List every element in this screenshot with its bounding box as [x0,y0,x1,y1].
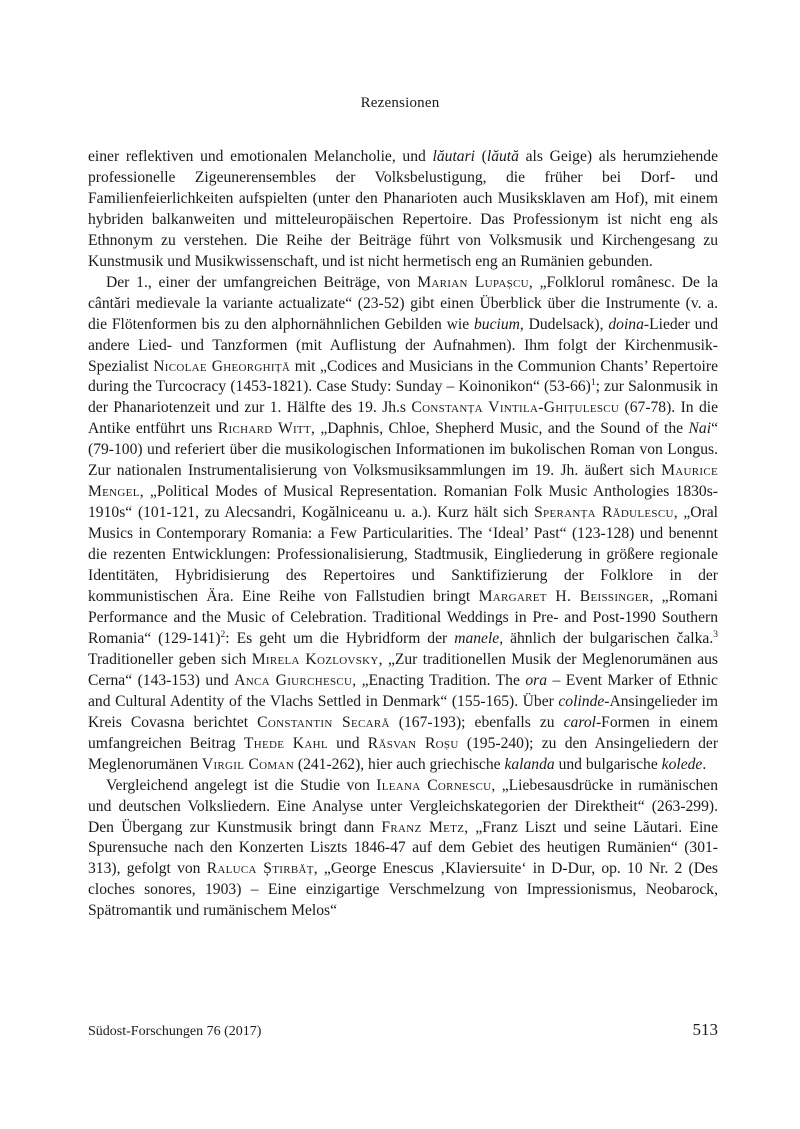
author-name: Maurice Mengel [88,462,718,501]
italic-term: Nai [688,420,712,438]
author-name: Constanța Vintila-Ghițulescu [411,399,620,417]
text-run: Der 1., einer der umfangreichen Beiträge, von [106,273,418,291]
author-name: Virgil Coman [201,755,294,773]
text-run: und bulgarische [554,755,662,773]
italic-term: doina [608,315,644,333]
text-run: , „Franz Liszt und seine Lăutari. Eine Spurensuche nach den Konzerten Liszts 1846-47 auf dem Gebiet des heutigen Rumänien“ (301-313), gefolgt von [88,818,718,878]
italic-term: manele [454,629,500,647]
text-run: Vergleichend angelegt ist die Studie von [106,776,377,794]
text-run: , „Romani Performance and the Music of Celebration. Traditional Weddings in Pre- and Post-1990 Southern Romania“ (129-141) [88,588,718,647]
text-run: ( [474,148,487,165]
text-run: . [702,755,707,773]
footnote-ref: 1 [590,378,596,389]
italic-term: kalanda [504,755,555,773]
text-run: (67-78). In die Antike entführt uns [88,399,718,438]
text-run: (195-240); zu den Ansingeliedern der Meglenorumänen [88,734,719,773]
author-name: Răsvan Roșu [367,734,459,752]
page-number: 513 [692,1020,718,1039]
text-run: ; zur Salonmusik in der Phanariotenzeit und zur 1. Hälfte des 19. Jh.s [88,378,718,417]
text-run: “ (79-100) und referiert über die musikologischen Informationen im bukolischen Roman von Longus. Zur nationalen Instrumentalisierung von Volksmusiksammlungen im 19. Jh. äußert sich [88,420,718,480]
paragraph-2 [88,273,718,776]
text-run: und [327,734,368,752]
text-run: -Formen in einem umfangreichen Beitrag [88,713,718,752]
body-text [88,147,718,922]
footnote-ref: 3 [713,629,718,640]
author-name: Raluca Știrbăț [206,860,314,878]
italic-term: carol [563,713,596,731]
paragraph-3 [88,776,718,923]
footer-journal: Südost-Forschungen 76 (2017) [88,1024,262,1039]
text-run: , „Daphnis, Chloe, Shepherd Music, and the Sound of the [310,420,689,438]
text-run: , Dudelsack), [519,315,609,333]
text-run: – Event Marker of Ethnic and Cultural Adentity of the Vlachs Settled in Denmark“ (155-165). Über [88,671,718,710]
italic-term: ora [525,671,548,689]
text-run: , „Liebesausdrücke in rumänischen und deutschen Volksliedern. Eine Analyse unter Vergleichskategorien der Direktheit“ (263-299). Den Übergang zur Kunstmusik bringt dann [88,776,719,836]
author-name: Thede Kahl [243,734,328,752]
author-name: Speranța Rădulescu [534,504,674,522]
author-name: Franz Metz [381,818,465,836]
text-run: einer reflektiven und emotionalen Melancholie, und [88,148,433,165]
text-run: Traditioneller geben sich [88,650,252,668]
text-run: : Es geht um die Hybridform der [225,629,455,647]
author-name: Margaret H. Beissinger [478,588,650,606]
text-run: , „George Enescus ‚Klaviersuite‘ in D-Dur, op. 10 Nr. 2 (Des cloches sonores, 1903) – Eine einzigartige Verschmelzung von Impressionismus, Neobarock, Spätromantik und rumänischem Melos“ [88,860,718,920]
text-run: , „Political Modes of Musical Representation. Romanian Folk Music Anthologies 1830s-1910s“ (101-121, zu Alecsandri, Kogălniceanu u. a.). Kurz hält sich [88,483,718,522]
italic-term: kolede [661,755,703,773]
italic-term: bucium [473,315,520,333]
author-name: Richard Witt [217,420,311,438]
text-run: , ähnlich der bulgarischen čalka. [499,629,714,647]
author-name: Anca Giurchescu [234,671,353,689]
text-run: , „Folklorul românesc. De la cântări medievale la variante actualizate“ (23-52) gibt einen Überblick über die Instrumente (v. a. die Flötenformen bis zu den alphornähnlichen Gebilden wie [88,273,719,333]
author-name: Nicolae Gheorghiță [153,357,291,375]
text-run: , „Zur traditionellen Musik der Meglenorumänen aus Cerna“ (143-153) und [88,650,718,689]
text-run: , „Oral Musics in Contemporary Romania: a Few Particularities. The ‘Ideal’ Past“ (123-128) und benennt die rezenten Entwicklungen: Professionalisierung, Stadtmusik, Eingliederung in größere regionale Identitäten, Hybridisierung des Repertoires und Sanktifizierung der Folklore in der kommunistischen Ära. Eine Reihe von Fallstudien bringt [88,504,719,606]
author-name: Ileana Cornescu [376,776,492,794]
text-run: mit „Codices and Musicians in the Communion Chants’ Repertoire during the Turcocracy (1453-1821). Case Study: Sunday – Koinonikon“ (53-66) [88,357,718,396]
text-run: , „Enacting Tradition. The [352,671,526,689]
author-name: Marian Lupașcu [417,273,529,291]
running-head: Rezensionen [360,95,440,111]
text-run: -Lieder und andere Lied- und Tanzformen (mit Auflistung der Aufnahmen). Ihm folgt der Kirchenmusik-Spezialist [88,315,718,375]
italic-term: lăutari [432,148,475,165]
italic-term: lăută [486,148,519,165]
paragraph-1 [88,147,718,273]
text-run: (167-193); ebenfalls zu [389,713,564,731]
author-name: Mirela Kozlovsky [251,650,379,668]
italic-term: colinde [558,692,605,710]
footnote-ref: 2 [220,629,226,640]
text-run: (241-262), hier auch griechische [294,755,505,773]
author-name: Constantin Secară [257,713,390,731]
text-run: -Ansingelieder im Kreis Covasna berichtet [88,692,718,731]
text-run: als Geige) als herumziehende professionelle Zigeunerensembles der Volksbelustigung, die früher bei Dorf- und Familienfeierlichkeiten aufspielten (unter den Phanarioten auch Musiksklaven am Hof), mit einem hybriden balkanweiten und mitteleuropäischen Repertoire. Das Professionym ist nicht eng als Ethnonym zu verstehen. Die Reihe der Beiträge führt von Volksmusik und Kirchengesang zu Kunstmusik und Musikwissenschaft, und ist nicht hermetisch eng an Rumänien gebunden. [88,148,718,270]
